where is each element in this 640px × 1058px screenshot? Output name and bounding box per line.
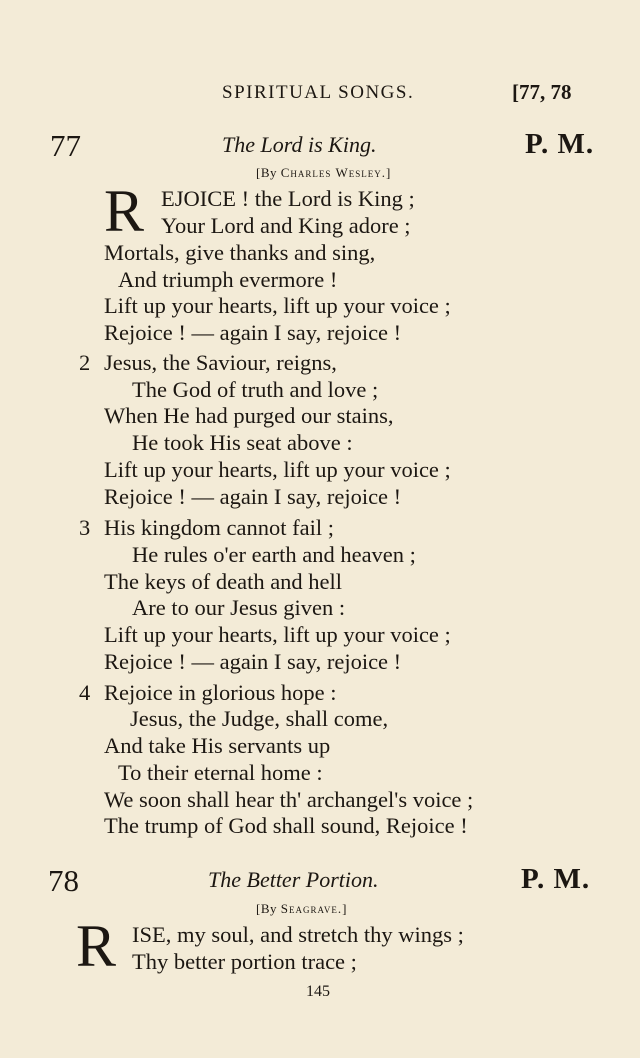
verse-number: 2 — [79, 350, 91, 375]
page-number: 145 — [306, 983, 330, 1000]
verse-line: To their eternal home : — [118, 760, 323, 785]
verse-number: 4 — [79, 680, 91, 705]
hymn-number-77: 77 — [50, 128, 81, 163]
verse-line: Thy better portion trace ; — [132, 949, 357, 974]
hymn-author-78 — [256, 901, 347, 917]
hymn-meter-78: P. M. — [521, 863, 591, 895]
author-suffix: ] — [385, 165, 391, 180]
author-name: Seagrave. — [280, 901, 343, 916]
drop-cap-77: R — [104, 178, 145, 244]
verse-line: His kingdom cannot fail ; — [104, 515, 334, 540]
verse-line: Mortals, give thanks and sing, — [104, 240, 376, 265]
verse-line: He rules o'er earth and heaven ; — [132, 542, 416, 567]
author-prefix: [By — [256, 165, 281, 180]
author-prefix: [By — [256, 901, 281, 916]
drop-cap-78: R — [76, 913, 117, 979]
verse-line: Lift up your hearts, lift up your voice ; — [104, 293, 451, 318]
verse-line: ISE, my soul, and stretch thy wings ; — [132, 922, 464, 947]
verse-line: The God of truth and love ; — [132, 377, 379, 402]
verse-line: And take His servants up — [104, 733, 331, 758]
verse-line: He took His seat above : — [132, 430, 353, 455]
hymn-number-78: 78 — [48, 863, 79, 898]
verse-line: When He had purged our stains, — [104, 403, 394, 428]
author-suffix: ] — [342, 901, 347, 916]
verse-line: Your Lord and King adore ; — [161, 213, 411, 238]
verse-line: Lift up your hearts, lift up your voice ; — [104, 622, 451, 647]
verse-number: 3 — [79, 515, 91, 540]
hymn-title-77: The Lord is King. — [222, 132, 377, 157]
running-header-hymn-range: [77, 78 — [512, 80, 572, 104]
verse-line: The trump of God shall sound, Rejoice ! — [104, 813, 468, 838]
verse-line: Rejoice in glorious hope : — [104, 680, 337, 705]
verse-line: Rejoice ! — again I say, rejoice ! — [104, 320, 402, 345]
verse-line: The keys of death and hell — [104, 569, 343, 594]
verse-line: Jesus, the Judge, shall come, — [130, 706, 389, 731]
hymn-author-77 — [256, 165, 391, 181]
hymn-title-78: The Better Portion. — [208, 867, 379, 892]
hymn-meter-77: P. M. — [525, 128, 595, 160]
verse-line: Lift up your hearts, lift up your voice ; — [104, 457, 451, 482]
author-name: Charles Wesley. — [280, 165, 386, 180]
verse-line: And triumph evermore ! — [118, 267, 338, 292]
verse-line: Are to our Jesus given : — [132, 595, 346, 620]
verse-line: Rejoice ! — again I say, rejoice ! — [104, 649, 402, 674]
running-header-title: SPIRITUAL SONGS. — [222, 82, 415, 103]
verse-line: We soon shall hear th' archangel's voice ; — [104, 787, 474, 812]
verse-line: Jesus, the Saviour, reigns, — [104, 350, 337, 375]
verse-line: Rejoice ! — again I say, rejoice ! — [104, 484, 402, 509]
verse-line: EJOICE ! the Lord is King ; — [161, 186, 415, 211]
